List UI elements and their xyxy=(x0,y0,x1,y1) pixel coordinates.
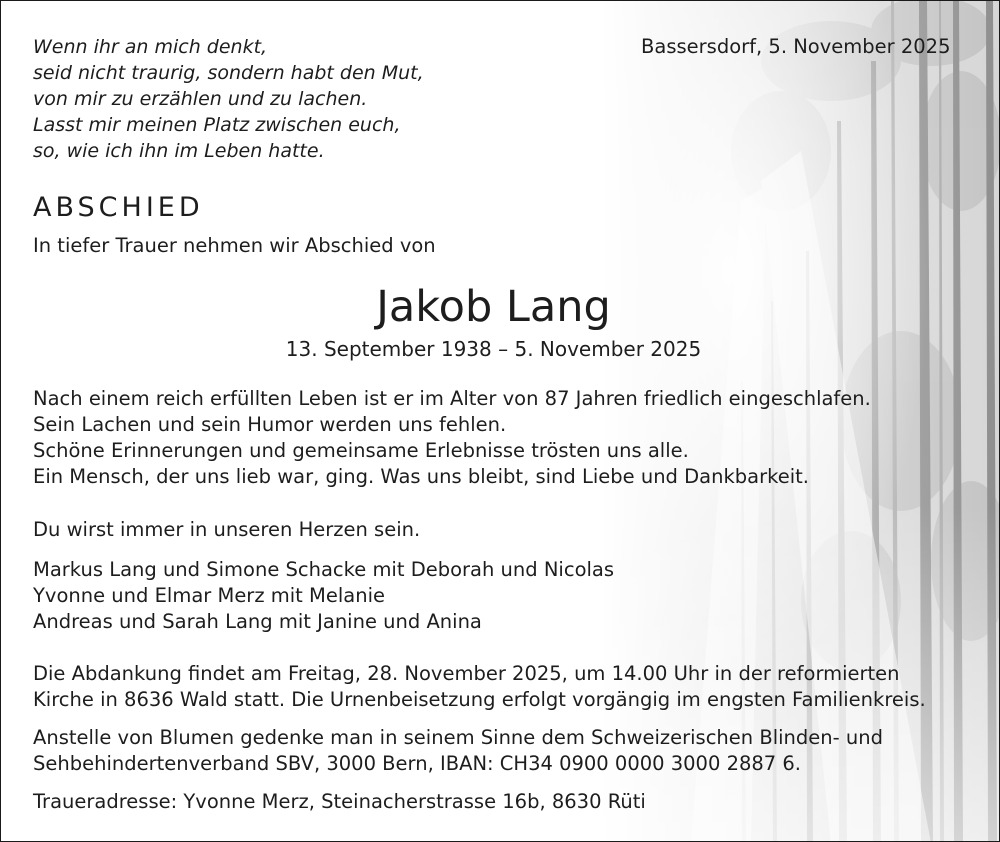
poem-line: Wenn ihr an mich denkt, xyxy=(33,36,268,58)
message-line: Ein Mensch, der uns lieb war, ging. Was uns bleibt, sind Liebe und Dankbarkeit. xyxy=(33,465,809,488)
poem-line: seid nicht traurig, sondern habt den Mut, xyxy=(33,62,424,84)
family-member-line: Markus Lang und Simone Schacke mit Deborah und Nicolas xyxy=(33,558,615,581)
notice-heading: ABSCHIED xyxy=(33,192,204,223)
poem-line: so, wie ich ihn im Leben hatte. xyxy=(33,140,325,162)
family-list xyxy=(33,557,614,635)
message-line: Sein Lachen und sein Humor werden uns fehlen. xyxy=(33,413,507,436)
message-line: Nach einem reich erfüllten Leben ist er im Alter von 87 Jahren friedlich eingeschlafen. xyxy=(33,387,871,410)
intro-text: In tiefer Trauer nehmen wir Abschied von xyxy=(33,234,436,257)
poem-line: von mir zu erzählen und zu lachen. xyxy=(33,88,368,110)
family-member-line: Yvonne und Elmar Merz mit Melanie xyxy=(33,584,385,607)
place-date: Bassersdorf, 5. November 2025 xyxy=(641,35,951,58)
deceased-name: Jakob Lang xyxy=(376,282,611,332)
donation-info xyxy=(33,725,883,777)
donation-line: Anstelle von Blumen gedenke man in seinem Sinne dem Schweizerischen Blinden- und xyxy=(33,726,883,749)
closing-line: Du wirst immer in unseren Herzen sein. xyxy=(33,518,421,541)
service-line: Kirche in 8636 Wald statt. Die Urnenbeisetzung erfolgt vorgängig im engsten Familienkreis. xyxy=(33,688,926,711)
service-line: Die Abdankung findet am Freitag, 28. November 2025, um 14.00 Uhr in der reformierten xyxy=(33,662,900,685)
family-member-line: Andreas und Sarah Lang mit Janine und Anina xyxy=(33,610,482,633)
life-dates: 13. September 1938 – 5. November 2025 xyxy=(285,337,702,361)
poem-line: Lasst mir meinen Platz zwischen euch, xyxy=(33,114,401,136)
mourning-address: Traueradresse: Yvonne Merz, Steinacherstrasse 16b, 8630 Rüti xyxy=(33,790,646,813)
poem xyxy=(33,34,424,164)
donation-line: Sehbehindertenverband SBV, 3000 Bern, IBAN: CH34 0900 0000 3000 2887 6. xyxy=(33,752,801,775)
service-info xyxy=(33,661,926,713)
message-paragraph xyxy=(33,386,871,490)
message-line: Schöne Erinnerungen und gemeinsame Erlebnisse trösten uns alle. xyxy=(33,439,689,462)
